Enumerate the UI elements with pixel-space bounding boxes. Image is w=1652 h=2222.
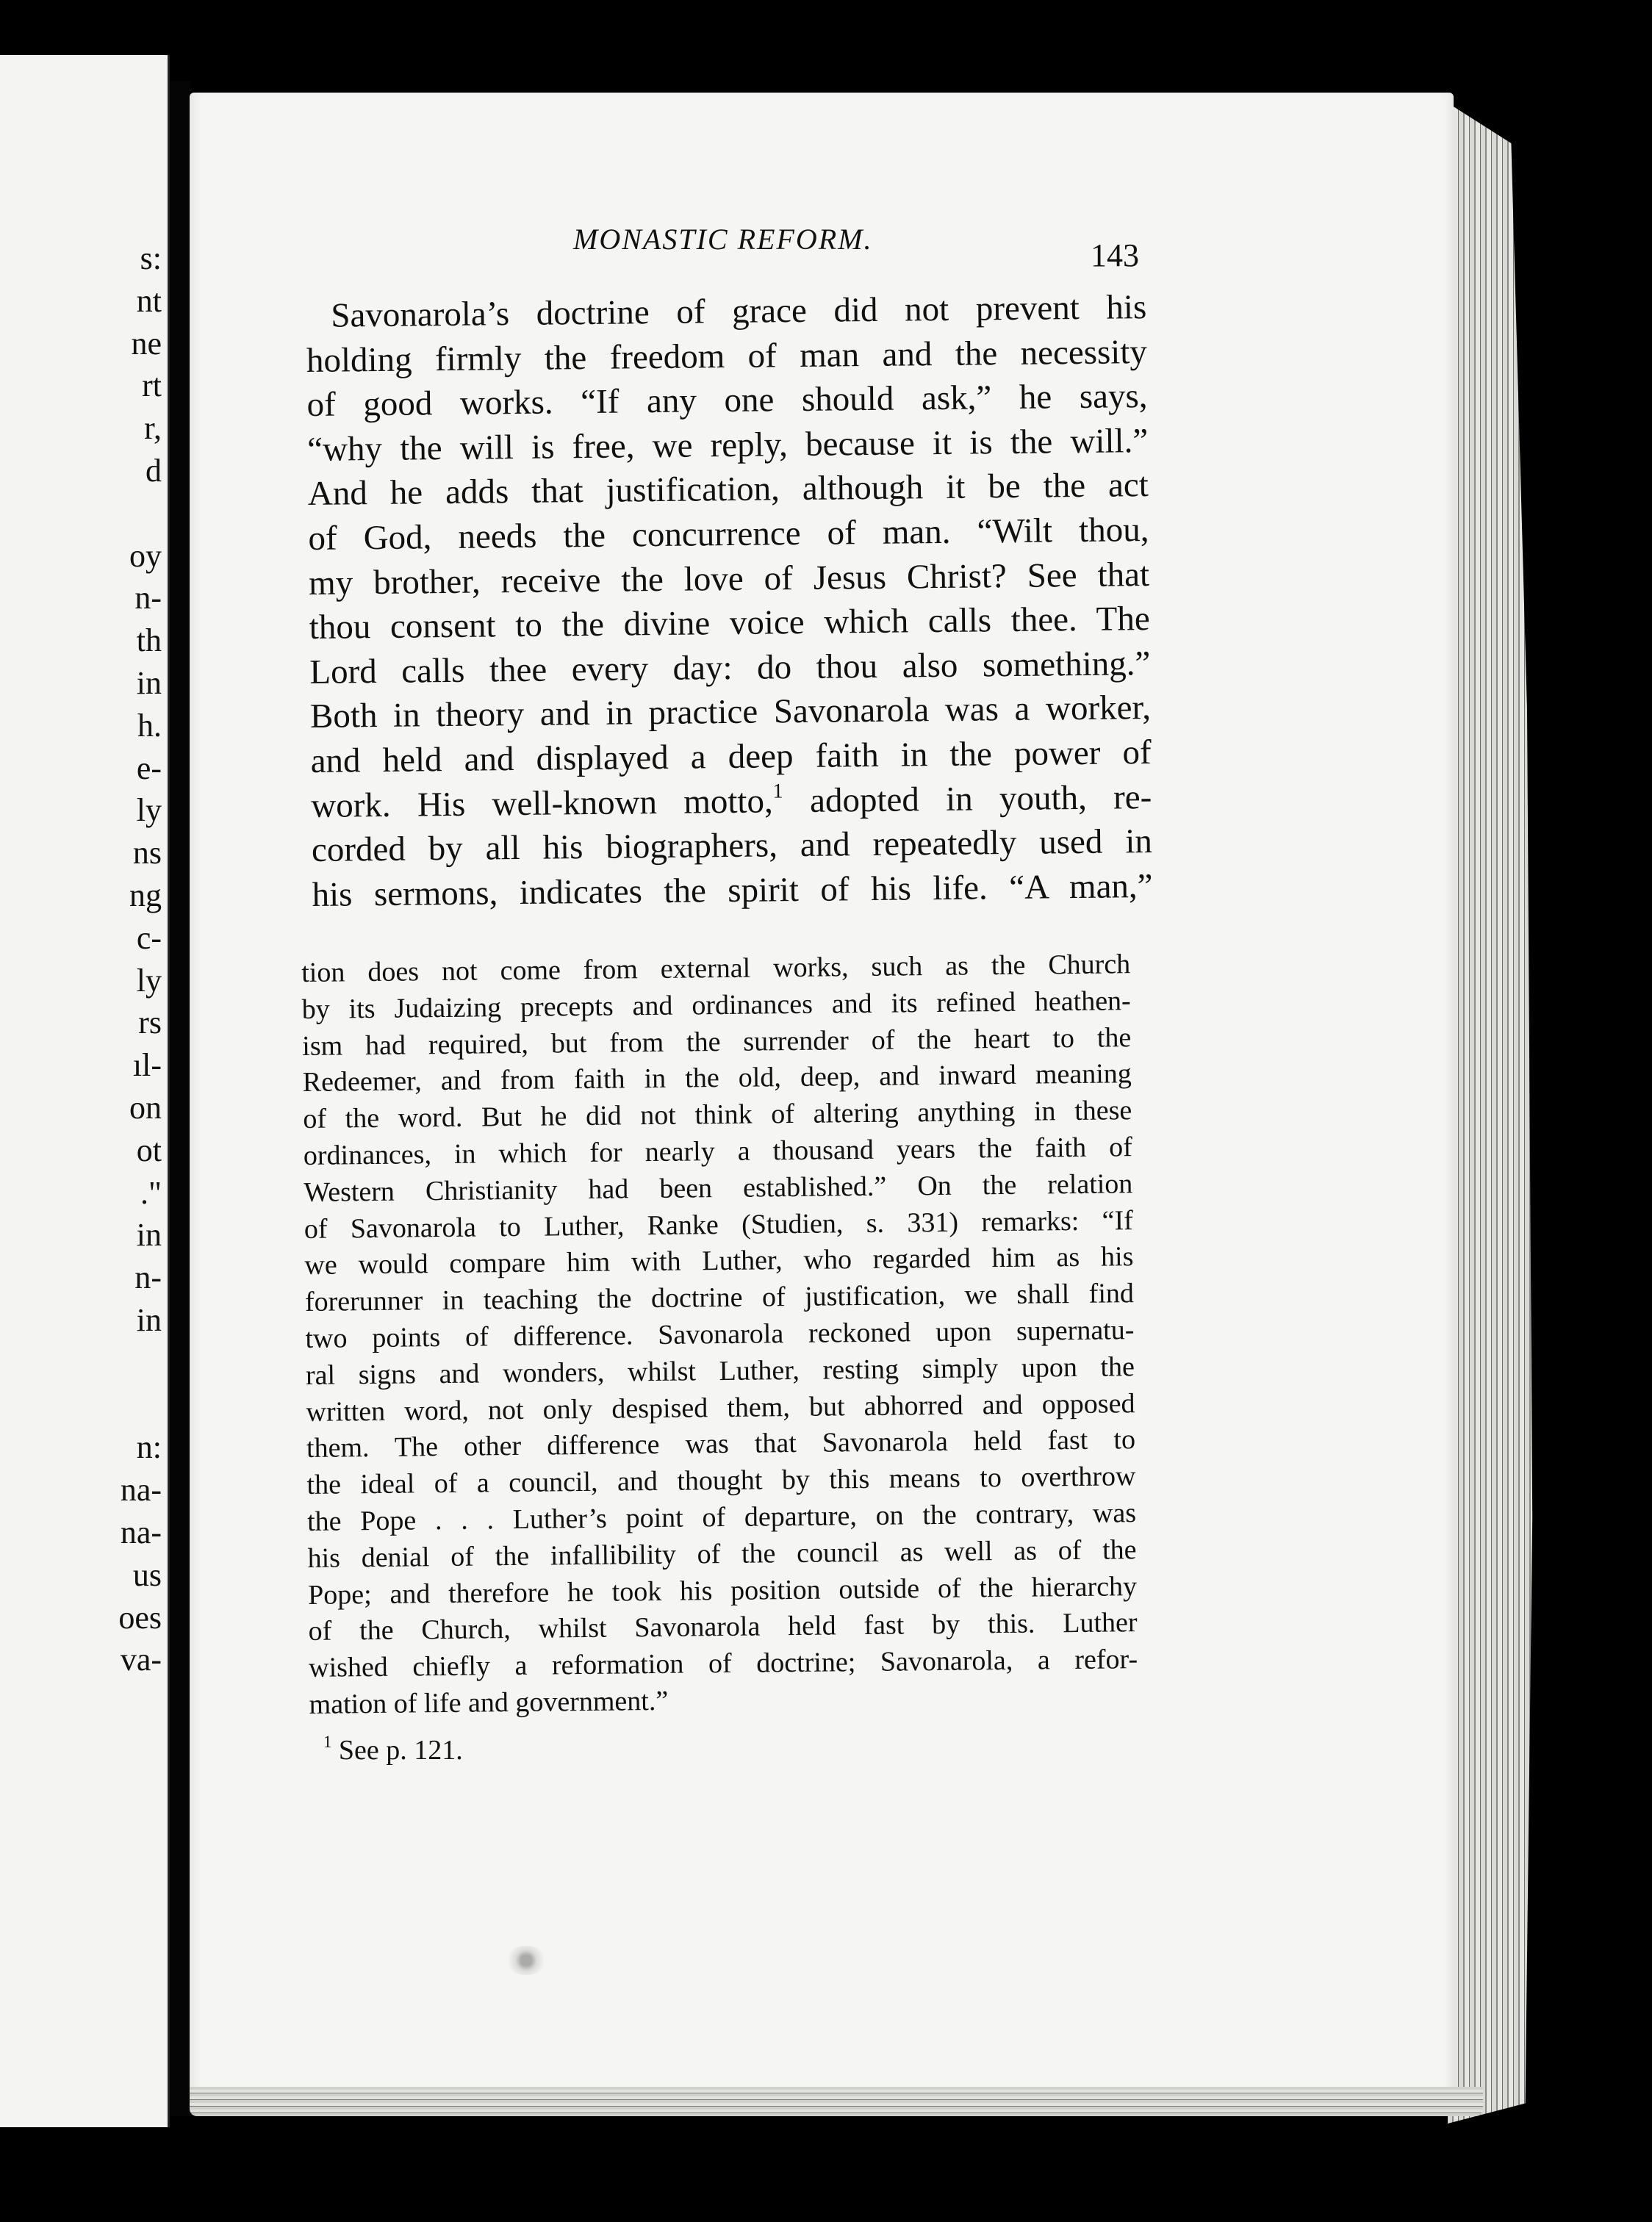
footnote-line: tion does not come from external works, such as the Church [301,949,1131,988]
previous-page-fragment: r, [144,410,162,447]
previous-page-fragment: ıl- [132,1047,162,1084]
text-line: “why the will is free, we reply, because it is the will.” [306,421,1149,469]
footnote-line: of the Church, whilst Savonarola held fast by this. Luther [308,1607,1138,1647]
running-title: MONASTIC REFORM. [573,223,873,256]
ink-smudge [504,1946,548,1975]
footnote-marker: 1 [772,780,783,803]
previous-page-fragment: d [146,453,162,489]
previous-page-fragment: n- [134,1259,162,1296]
previous-page-fragment: e- [136,749,162,786]
text-line: Lord calls thee every day: do thou also something.” [309,644,1151,691]
previous-page-fragment: ot [136,1132,162,1168]
previous-page-fragment: in [136,665,162,701]
footnote-number: 1 [323,1733,332,1752]
page-number: 143 [1091,237,1139,273]
footnote-line: them. The other difference was that Savonarola held fast to [306,1424,1136,1464]
previous-page-fragment: us [132,1556,162,1593]
text-line: his sermons, indicates the spirit of his life. “A man,” [312,866,1153,914]
previous-page-fragment: in [136,1302,162,1338]
text-line: of God, needs the concurrence of man. “Wilt thou, [308,510,1149,558]
footnote-line: of Savonarola to Luther, Ranke (Studien, s. 331) remarks: “If [304,1204,1134,1245]
text-fragment: work. His well-known motto, [311,781,773,825]
text-line: my brother, receive the love of Jesus Christ? See that [308,555,1150,603]
footnote-line: Pope; and therefore he took his position outside of the hierarchy [307,1570,1138,1611]
footnote-line: we would compare him with Luther, who regarded him as his [304,1241,1134,1281]
footnote-line: two points of difference. Savonarola reckoned upon supernatu- [305,1315,1135,1354]
previous-page-fragment: rs [138,1004,162,1041]
previous-page-fragment: oy [129,537,162,574]
previous-page-fragment: ly [136,792,162,829]
footnote-line: ism had required, but from the surrender of the heart to the [302,1021,1132,1062]
footnote-line: forerunner in teaching the doctrine of justification, we shall find [304,1278,1135,1318]
previous-page-fragment: na- [120,1472,162,1509]
previous-page [0,55,170,2127]
previous-page-fragment: ly [136,962,162,999]
text-line: And he adds that justification, although it be the act [307,466,1149,514]
continued-footnote [301,946,1138,1723]
book-gutter [170,81,190,2116]
footnote-line: Redeemer, and from faith in the old, deep, and inward meaning [302,1058,1132,1099]
footnote-text: See p. 121. [331,1735,463,1766]
page-bottom-edge [190,2087,1483,2116]
previous-page-fragment: h. [137,707,162,744]
previous-page-fragment: va- [120,1642,162,1678]
text-line: thou consent to the divine voice which calls thee. The [309,600,1150,647]
page-edges [1448,103,1536,2124]
previous-page-fragment: in [136,1217,162,1254]
footnote-line: Western Christianity had been established.” On the relation [304,1168,1133,1208]
previous-page-fragment: ng [129,877,162,913]
previous-page-fragment: rt [142,367,162,404]
text-line: and held and displayed a deep faith in the power of [310,733,1152,780]
previous-page-fragment: ." [140,1174,162,1211]
previous-page-fragment: ns [132,835,162,871]
previous-page-fragment: c- [136,919,162,956]
text-line: corded by all his biographers, and repeatedly used in [311,822,1153,870]
previous-page-fragment: nt [136,282,162,319]
text-line: holding firmly the freedom of man and the necessity [306,332,1148,380]
footnote-line: ral signs and wonders, whilst Luther, resting simply upon the [305,1351,1135,1391]
previous-page-fragment: on [129,1090,162,1126]
text-line: of good works. “If any one should ask,” he says, [306,377,1148,425]
footnote-line: mation of life and government.” [309,1685,669,1720]
text-line: Savonarola’s doctrine of grace did not prevent his [331,288,1147,335]
footnote-line: the ideal of a council, and thought by this means to overthrow [306,1461,1136,1501]
footnote-line: his denial of the infallibility of the council as well as of the [307,1534,1137,1574]
footnote-line: ordinances, in which for nearly a thousand years the faith of [303,1132,1133,1171]
previous-page-fragment: na- [120,1514,162,1550]
footnote-line: by its Judaizing precepts and ordinances and its refined heathen- [301,985,1131,1025]
main-text [306,285,1153,917]
footnote-1 [323,1734,463,1766]
previous-page-fragment: n: [136,1429,162,1466]
previous-page-fragment: oes [118,1599,162,1636]
footnote-line: of the word. But he did not think of altering anything in these [303,1095,1132,1135]
footnote-line: the Pope . . . Luther’s point of departure, on the contrary, was [306,1497,1137,1537]
previous-page-fragment: s: [140,240,162,276]
text-fragment: adopted in youth, re- [783,777,1152,820]
footnote-line: wished chiefly a reformation of doctrine; Savonarola, a refor- [308,1644,1138,1684]
previous-page-fragment: ne [131,325,162,362]
previous-page-fragment: n- [134,580,162,616]
footnote-line: written word, not only despised them, but abhorred and opposed [306,1387,1135,1428]
previous-page-fragment: th [136,622,162,659]
text-line: Both in theory and in practice Savonarola was a worker, [309,688,1152,736]
